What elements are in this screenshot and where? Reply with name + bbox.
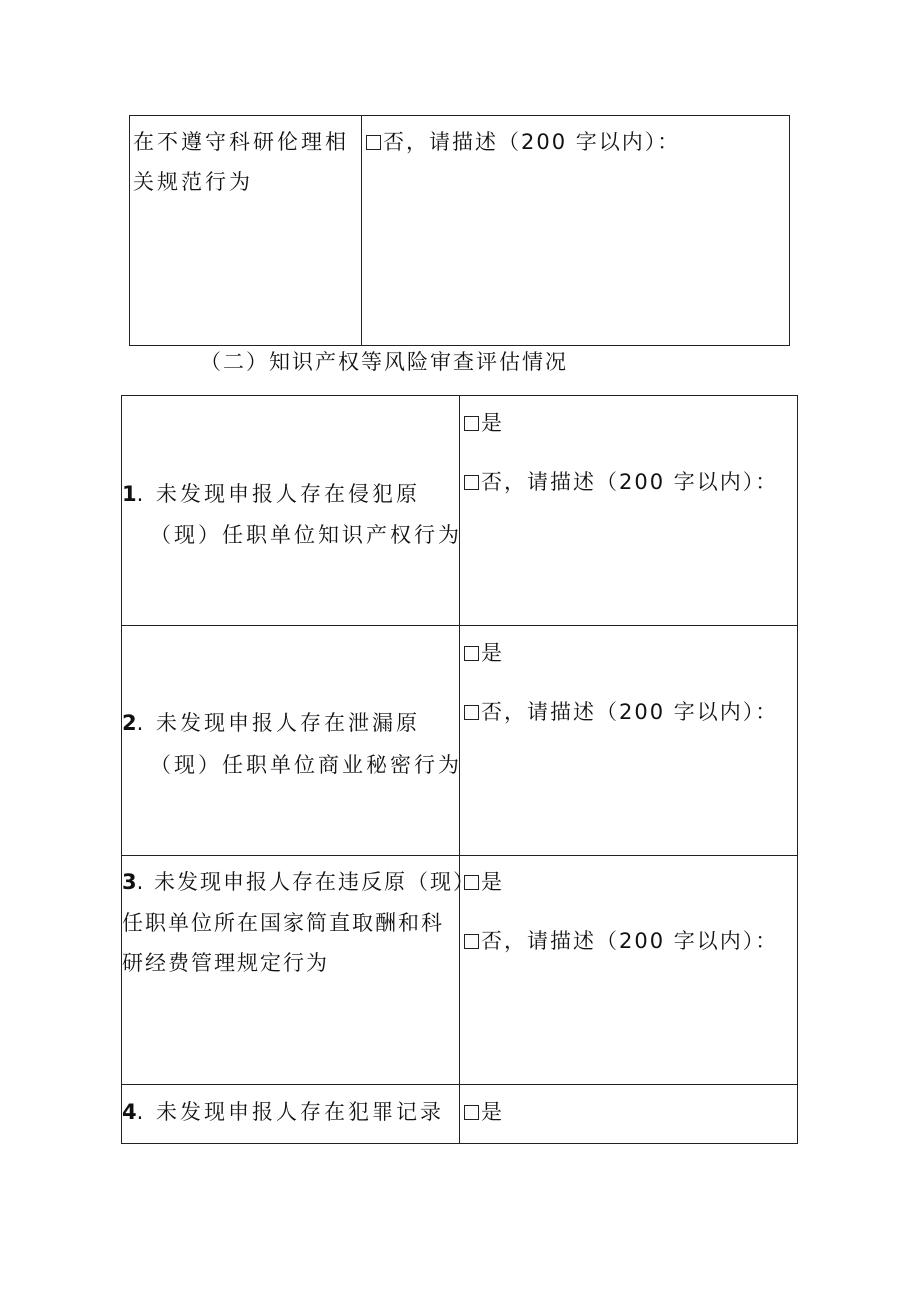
checkbox-icon[interactable] — [464, 646, 479, 661]
row-number: 1 — [122, 482, 137, 506]
option-yes-label: 是 — [481, 870, 504, 894]
row-item-label: 1. 未发现申报人存在侵犯原 — [122, 482, 420, 506]
table-divider — [361, 115, 362, 346]
checkbox-icon[interactable] — [464, 934, 479, 949]
row-item-label: 在不遵守科研伦理相 — [133, 130, 349, 154]
option-no-checkbox[interactable] — [366, 127, 680, 157]
row-item-label: 任职单位所在国家简直取酬和科 — [122, 911, 444, 935]
option-no-label: 否，请描述（200 字以内）： — [383, 130, 681, 154]
row-divider — [121, 855, 798, 856]
option-yes-checkbox[interactable] — [464, 408, 504, 438]
option-no-label: 否，请描述（200 字以内）： — [481, 929, 779, 953]
checkbox-icon[interactable] — [366, 135, 381, 150]
row-item-label: 2. 未发现申报人存在泄漏原 — [122, 711, 420, 735]
row-item-label: 关规范行为 — [133, 170, 253, 194]
row-item-label: （现）任职单位知识产权行为 — [150, 523, 462, 547]
section-title: （二）知识产权等风险审查评估情况 — [200, 350, 568, 374]
row-divider — [121, 625, 798, 626]
row-divider — [121, 1084, 798, 1085]
option-no-label: 否，请描述（200 字以内）： — [481, 700, 779, 724]
checkbox-icon[interactable] — [464, 705, 479, 720]
option-yes-checkbox[interactable] — [464, 638, 504, 668]
option-yes-label: 是 — [481, 411, 504, 435]
row-number: 2 — [122, 711, 137, 735]
row-item-label: 4. 未发现申报人存在犯罪记录 — [122, 1100, 444, 1124]
option-no-checkbox[interactable] — [464, 467, 778, 497]
option-yes-label: 是 — [481, 641, 504, 665]
checkbox-icon[interactable] — [464, 1105, 479, 1120]
option-no-checkbox[interactable] — [464, 697, 778, 727]
option-yes-checkbox[interactable] — [464, 867, 504, 897]
row-item-label: 研经费管理规定行为 — [122, 951, 329, 975]
row-number: 3 — [122, 870, 137, 894]
row-item-label: （现）任职单位商业秘密行为 — [150, 753, 462, 777]
row-item-label: 3. 未发现申报人存在违反原（现） — [122, 870, 476, 894]
option-no-label: 否，请描述（200 字以内）： — [481, 470, 779, 494]
option-no-checkbox[interactable] — [464, 926, 778, 956]
checkbox-icon[interactable] — [464, 416, 479, 431]
checkbox-icon[interactable] — [464, 475, 479, 490]
row-number: 4 — [122, 1100, 137, 1124]
checkbox-icon[interactable] — [464, 875, 479, 890]
option-yes-label: 是 — [481, 1100, 504, 1124]
option-yes-checkbox[interactable] — [464, 1097, 504, 1127]
